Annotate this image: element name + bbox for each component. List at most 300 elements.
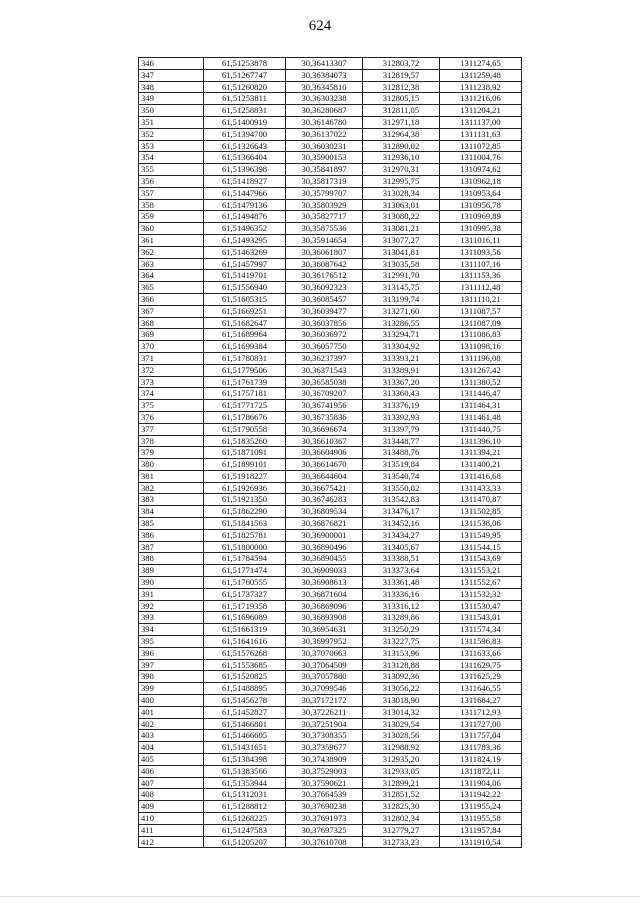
longitude-cell: 30,37251904 [286, 718, 363, 730]
latitude-cell: 61,51268225 [204, 813, 286, 825]
x-coordinate-cell: 313540,74 [363, 470, 440, 482]
longitude-cell: 30,36085457 [286, 293, 363, 305]
x-coordinate-cell: 313092,36 [363, 671, 440, 683]
y-coordinate-cell: 1311757,04 [440, 730, 522, 742]
y-coordinate-cell: 1311646,55 [440, 683, 522, 695]
table-row [139, 518, 522, 530]
table-row [139, 742, 522, 754]
point-number-cell: 402 [139, 718, 204, 730]
point-number-cell: 362 [139, 246, 204, 258]
latitude-cell: 61,51689964 [204, 329, 286, 341]
x-coordinate-cell: 313028,56 [363, 730, 440, 742]
table-row [139, 317, 522, 329]
longitude-cell: 30,37070663 [286, 647, 363, 659]
point-number-cell: 346 [139, 58, 204, 70]
x-coordinate-cell: 312812,38 [363, 81, 440, 93]
y-coordinate-cell: 1311543,69 [440, 553, 522, 565]
longitude-cell: 30,36890496 [286, 541, 363, 553]
x-coordinate-cell: 313304,92 [363, 341, 440, 353]
latitude-cell: 61,51841563 [204, 518, 286, 530]
point-number-cell: 372 [139, 364, 204, 376]
longitude-cell: 30,37610708 [286, 836, 363, 848]
x-coordinate-cell: 313289,86 [363, 612, 440, 624]
table-row [139, 813, 522, 825]
point-number-cell: 399 [139, 683, 204, 695]
latitude-cell: 61,51556940 [204, 282, 286, 294]
point-number-cell: 366 [139, 293, 204, 305]
x-coordinate-cell: 313063,01 [363, 199, 440, 211]
longitude-cell: 30,37438909 [286, 754, 363, 766]
table-row [139, 482, 522, 494]
latitude-cell: 61,51260820 [204, 81, 286, 93]
table-row [139, 777, 522, 789]
y-coordinate-cell: 1311596,83 [440, 636, 522, 648]
table-row [139, 293, 522, 305]
x-coordinate-cell: 312851,52 [363, 789, 440, 801]
latitude-cell: 61,51779506 [204, 364, 286, 376]
table-row [139, 388, 522, 400]
y-coordinate-cell: 1311712,93 [440, 706, 522, 718]
table-row [139, 447, 522, 459]
y-coordinate-cell: 1311204,21 [440, 105, 522, 117]
longitude-cell: 30,36893908 [286, 612, 363, 624]
x-coordinate-cell: 312971,18 [363, 116, 440, 128]
table-row [139, 459, 522, 471]
table-row [139, 754, 522, 766]
latitude-cell: 61,51447966 [204, 187, 286, 199]
y-coordinate-cell: 1311904,06 [440, 777, 522, 789]
latitude-cell: 61,51682647 [204, 317, 286, 329]
longitude-cell: 30,35827717 [286, 211, 363, 223]
x-coordinate-cell: 312811,05 [363, 105, 440, 117]
latitude-cell: 61,51394700 [204, 128, 286, 140]
x-coordinate-cell: 313227,75 [363, 636, 440, 648]
longitude-cell: 30,37529003 [286, 765, 363, 777]
latitude-cell: 61,51757181 [204, 388, 286, 400]
longitude-cell: 30,36092323 [286, 282, 363, 294]
point-number-cell: 355 [139, 164, 204, 176]
latitude-cell: 61,51466605 [204, 730, 286, 742]
longitude-cell: 30,36087642 [286, 258, 363, 270]
longitude-cell: 30,37590621 [286, 777, 363, 789]
point-number-cell: 410 [139, 813, 204, 825]
table-row [139, 152, 522, 164]
table-row [139, 730, 522, 742]
longitude-cell: 30,36345810 [286, 81, 363, 93]
x-coordinate-cell: 313041,81 [363, 246, 440, 258]
y-coordinate-cell: 1311098,16 [440, 341, 522, 353]
coordinates-table [138, 57, 522, 848]
y-coordinate-cell: 1311574,34 [440, 624, 522, 636]
y-coordinate-cell: 1311112,48 [440, 282, 522, 294]
point-number-cell: 368 [139, 317, 204, 329]
point-number-cell: 369 [139, 329, 204, 341]
longitude-cell: 30,36610367 [286, 435, 363, 447]
x-coordinate-cell: 313081,21 [363, 223, 440, 235]
y-coordinate-cell: 1311274,65 [440, 58, 522, 70]
table-row [139, 553, 522, 565]
latitude-cell: 61,51383566 [204, 765, 286, 777]
point-number-cell: 409 [139, 801, 204, 813]
latitude-cell: 61,51661319 [204, 624, 286, 636]
point-number-cell: 392 [139, 600, 204, 612]
y-coordinate-cell: 1311543,01 [440, 612, 522, 624]
y-coordinate-cell: 1311553,21 [440, 565, 522, 577]
latitude-cell: 61,51696089 [204, 612, 286, 624]
x-coordinate-cell: 312995,75 [363, 175, 440, 187]
y-coordinate-cell: 1311532,32 [440, 588, 522, 600]
latitude-cell: 61,51786676 [204, 411, 286, 423]
y-coordinate-cell: 1311004,76 [440, 152, 522, 164]
table-row [139, 494, 522, 506]
page-number: 624 [308, 18, 332, 34]
table-row [139, 423, 522, 435]
point-number-cell: 403 [139, 730, 204, 742]
y-coordinate-cell: 1311396,10 [440, 435, 522, 447]
table-row [139, 400, 522, 412]
longitude-cell: 30,37697325 [286, 824, 363, 836]
x-coordinate-cell: 313028,34 [363, 187, 440, 199]
latitude-cell: 61,51825781 [204, 529, 286, 541]
x-coordinate-cell: 312988,92 [363, 742, 440, 754]
table-row [139, 175, 522, 187]
x-coordinate-cell: 313434,27 [363, 529, 440, 541]
table-row [139, 659, 522, 671]
point-number-cell: 373 [139, 376, 204, 388]
point-number-cell: 385 [139, 518, 204, 530]
x-coordinate-cell: 313336,16 [363, 588, 440, 600]
point-number-cell: 371 [139, 352, 204, 364]
table-row [139, 246, 522, 258]
table-row [139, 588, 522, 600]
latitude-cell: 61,51253811 [204, 93, 286, 105]
point-number-cell: 389 [139, 565, 204, 577]
latitude-cell: 61,51205207 [204, 836, 286, 848]
table-row [139, 329, 522, 341]
table-row [139, 105, 522, 117]
longitude-cell: 30,36384073 [286, 69, 363, 81]
coordinates-table-body [139, 58, 522, 848]
point-number-cell: 384 [139, 506, 204, 518]
longitude-cell: 30,37064509 [286, 659, 363, 671]
point-number-cell: 400 [139, 695, 204, 707]
x-coordinate-cell: 312935,20 [363, 754, 440, 766]
x-coordinate-cell: 313056,22 [363, 683, 440, 695]
latitude-cell: 61,51780831 [204, 352, 286, 364]
x-coordinate-cell: 313397,79 [363, 423, 440, 435]
longitude-cell: 30,36604906 [286, 447, 363, 459]
longitude-cell: 30,35900153 [286, 152, 363, 164]
table-row [139, 765, 522, 777]
latitude-cell: 61,51400919 [204, 116, 286, 128]
y-coordinate-cell: 1311629,75 [440, 659, 522, 671]
x-coordinate-cell: 313035,58 [363, 258, 440, 270]
x-coordinate-cell: 312803,72 [363, 58, 440, 70]
longitude-cell: 30,36176512 [286, 270, 363, 282]
table-row [139, 600, 522, 612]
point-number-cell: 396 [139, 647, 204, 659]
point-number-cell: 408 [139, 789, 204, 801]
point-number-cell: 347 [139, 69, 204, 81]
latitude-cell: 61,51926936 [204, 482, 286, 494]
table-row [139, 282, 522, 294]
x-coordinate-cell: 313077,27 [363, 234, 440, 246]
longitude-cell: 30,36146780 [286, 116, 363, 128]
point-number-cell: 406 [139, 765, 204, 777]
table-row [139, 223, 522, 235]
latitude-cell: 61,51463269 [204, 246, 286, 258]
point-number-cell: 381 [139, 470, 204, 482]
x-coordinate-cell: 313145,75 [363, 282, 440, 294]
latitude-cell: 61,51466801 [204, 718, 286, 730]
x-coordinate-cell: 312964,38 [363, 128, 440, 140]
latitude-cell: 61,51452827 [204, 706, 286, 718]
longitude-cell: 30,36696674 [286, 423, 363, 435]
latitude-cell: 61,51247583 [204, 824, 286, 836]
y-coordinate-cell: 1310953,64 [440, 187, 522, 199]
latitude-cell: 61,51253878 [204, 58, 286, 70]
point-number-cell: 363 [139, 258, 204, 270]
y-coordinate-cell: 1311416,68 [440, 470, 522, 482]
latitude-cell: 61,51431651 [204, 742, 286, 754]
table-row [139, 470, 522, 482]
latitude-cell: 61,51457997 [204, 258, 286, 270]
x-coordinate-cell: 313294,71 [363, 329, 440, 341]
latitude-cell: 61,51520825 [204, 671, 286, 683]
point-number-cell: 364 [139, 270, 204, 282]
x-coordinate-cell: 312933,05 [363, 765, 440, 777]
x-coordinate-cell: 313199,74 [363, 293, 440, 305]
point-number-cell: 349 [139, 93, 204, 105]
y-coordinate-cell: 1311549,95 [440, 529, 522, 541]
y-coordinate-cell: 1311107,16 [440, 258, 522, 270]
y-coordinate-cell: 1311783,36 [440, 742, 522, 754]
table-row [139, 718, 522, 730]
y-coordinate-cell: 1311072,85 [440, 140, 522, 152]
longitude-cell: 30,37691973 [286, 813, 363, 825]
table-row [139, 435, 522, 447]
longitude-cell: 30,36303238 [286, 93, 363, 105]
point-number-cell: 383 [139, 494, 204, 506]
table-row [139, 376, 522, 388]
point-number-cell: 393 [139, 612, 204, 624]
y-coordinate-cell: 1311380,52 [440, 376, 522, 388]
table-row [139, 706, 522, 718]
latitude-cell: 61,51456278 [204, 695, 286, 707]
longitude-cell: 30,36585038 [286, 376, 363, 388]
table-row [139, 211, 522, 223]
latitude-cell: 61,51761739 [204, 376, 286, 388]
point-number-cell: 370 [139, 341, 204, 353]
longitude-cell: 30,36890455 [286, 553, 363, 565]
x-coordinate-cell: 313361,48 [363, 577, 440, 589]
x-coordinate-cell: 312991,70 [363, 270, 440, 282]
x-coordinate-cell: 313393,21 [363, 352, 440, 364]
table-row [139, 683, 522, 695]
x-coordinate-cell: 313388,51 [363, 553, 440, 565]
latitude-cell: 61,51496352 [204, 223, 286, 235]
point-number-cell: 360 [139, 223, 204, 235]
longitude-cell: 30,37690238 [286, 801, 363, 813]
point-number-cell: 358 [139, 199, 204, 211]
y-coordinate-cell: 1310995,38 [440, 223, 522, 235]
longitude-cell: 30,37172172 [286, 695, 363, 707]
longitude-cell: 30,36876821 [286, 518, 363, 530]
y-coordinate-cell: 1311016,11 [440, 234, 522, 246]
y-coordinate-cell: 1311137,00 [440, 116, 522, 128]
x-coordinate-cell: 313405,67 [363, 541, 440, 553]
table-row [139, 187, 522, 199]
y-coordinate-cell: 1311502,85 [440, 506, 522, 518]
longitude-cell: 30,36614670 [286, 459, 363, 471]
latitude-cell: 61,51396398 [204, 164, 286, 176]
y-coordinate-cell: 1311872,11 [440, 765, 522, 777]
y-coordinate-cell: 1311538,06 [440, 518, 522, 530]
table-row [139, 352, 522, 364]
point-number-cell: 382 [139, 482, 204, 494]
x-coordinate-cell: 313448,77 [363, 435, 440, 447]
table-row [139, 695, 522, 707]
latitude-cell: 61,51494876 [204, 211, 286, 223]
y-coordinate-cell: 1311955,24 [440, 801, 522, 813]
point-number-cell: 379 [139, 447, 204, 459]
table-row [139, 541, 522, 553]
longitude-cell: 30,36746283 [286, 494, 363, 506]
y-coordinate-cell: 1311216,06 [440, 93, 522, 105]
table-row [139, 258, 522, 270]
x-coordinate-cell: 312936,10 [363, 152, 440, 164]
x-coordinate-cell: 313029,54 [363, 718, 440, 730]
table-row [139, 529, 522, 541]
longitude-cell: 30,35799707 [286, 187, 363, 199]
x-coordinate-cell: 313014,32 [363, 706, 440, 718]
longitude-cell: 30,35817319 [286, 175, 363, 187]
latitude-cell: 61,51669251 [204, 305, 286, 317]
latitude-cell: 61,51479136 [204, 199, 286, 211]
table-row [139, 58, 522, 70]
y-coordinate-cell: 1311086,83 [440, 329, 522, 341]
latitude-cell: 61,51493295 [204, 234, 286, 246]
table-row [139, 671, 522, 683]
y-coordinate-cell: 1311464,31 [440, 400, 522, 412]
x-coordinate-cell: 313153,96 [363, 647, 440, 659]
table-row [139, 116, 522, 128]
latitude-cell: 61,51384398 [204, 754, 286, 766]
y-coordinate-cell: 1310962,18 [440, 175, 522, 187]
latitude-cell: 61,51605315 [204, 293, 286, 305]
x-coordinate-cell: 313550,02 [363, 482, 440, 494]
latitude-cell: 61,51699384 [204, 341, 286, 353]
latitude-cell: 61,51288812 [204, 801, 286, 813]
x-coordinate-cell: 313316,12 [363, 600, 440, 612]
y-coordinate-cell: 1311110,21 [440, 293, 522, 305]
y-coordinate-cell: 1311957,84 [440, 824, 522, 836]
table-row [139, 647, 522, 659]
latitude-cell: 61,51553685 [204, 659, 286, 671]
y-coordinate-cell: 1311955,58 [440, 813, 522, 825]
longitude-cell: 30,36036972 [286, 329, 363, 341]
longitude-cell: 30,36371543 [286, 364, 363, 376]
point-number-cell: 374 [139, 388, 204, 400]
point-number-cell: 411 [139, 824, 204, 836]
x-coordinate-cell: 313286,55 [363, 317, 440, 329]
point-number-cell: 412 [139, 836, 204, 848]
table-row [139, 411, 522, 423]
table-row [139, 305, 522, 317]
table-row [139, 341, 522, 353]
latitude-cell: 61,51737327 [204, 588, 286, 600]
point-number-cell: 356 [139, 175, 204, 187]
table-row [139, 69, 522, 81]
point-number-cell: 375 [139, 400, 204, 412]
point-number-cell: 377 [139, 423, 204, 435]
point-number-cell: 394 [139, 624, 204, 636]
latitude-cell: 61,51488895 [204, 683, 286, 695]
longitude-cell: 30,36709207 [286, 388, 363, 400]
latitude-cell: 61,51899101 [204, 459, 286, 471]
x-coordinate-cell: 313128,88 [363, 659, 440, 671]
latitude-cell: 61,51719358 [204, 600, 286, 612]
y-coordinate-cell: 1311267,42 [440, 364, 522, 376]
x-coordinate-cell: 312802,34 [363, 813, 440, 825]
longitude-cell: 30,36057750 [286, 341, 363, 353]
y-coordinate-cell: 1311633,66 [440, 647, 522, 659]
point-number-cell: 359 [139, 211, 204, 223]
table-row [139, 506, 522, 518]
x-coordinate-cell: 313367,20 [363, 376, 440, 388]
point-number-cell: 401 [139, 706, 204, 718]
y-coordinate-cell: 1311684,27 [440, 695, 522, 707]
latitude-cell: 61,51784594 [204, 553, 286, 565]
x-coordinate-cell: 313376,19 [363, 400, 440, 412]
longitude-cell: 30,36413307 [286, 58, 363, 70]
x-coordinate-cell: 313452,16 [363, 518, 440, 530]
latitude-cell: 61,51835260 [204, 435, 286, 447]
y-coordinate-cell: 1311470,87 [440, 494, 522, 506]
x-coordinate-cell: 313080,22 [363, 211, 440, 223]
y-coordinate-cell: 1311625,29 [440, 671, 522, 683]
longitude-cell: 30,36908613 [286, 577, 363, 589]
table-row [139, 93, 522, 105]
y-coordinate-cell: 1311196,08 [440, 352, 522, 364]
latitude-cell: 61,51760555 [204, 577, 286, 589]
table-row [139, 624, 522, 636]
latitude-cell: 61,51312031 [204, 789, 286, 801]
longitude-cell: 30,35841897 [286, 164, 363, 176]
point-number-cell: 407 [139, 777, 204, 789]
y-coordinate-cell: 1310956,78 [440, 199, 522, 211]
table-row [139, 824, 522, 836]
table-row [139, 636, 522, 648]
longitude-cell: 30,37359677 [286, 742, 363, 754]
y-coordinate-cell: 1311446,47 [440, 388, 522, 400]
point-number-cell: 350 [139, 105, 204, 117]
longitude-cell: 30,36869096 [286, 600, 363, 612]
point-number-cell: 391 [139, 588, 204, 600]
x-coordinate-cell: 313360,43 [363, 388, 440, 400]
point-number-cell: 354 [139, 152, 204, 164]
y-coordinate-cell: 1311461,48 [440, 411, 522, 423]
longitude-cell: 30,36030231 [286, 140, 363, 152]
point-number-cell: 348 [139, 81, 204, 93]
table-row [139, 128, 522, 140]
latitude-cell: 61,51862290 [204, 506, 286, 518]
y-coordinate-cell: 1311440,75 [440, 423, 522, 435]
y-coordinate-cell: 1311259,48 [440, 69, 522, 81]
point-number-cell: 395 [139, 636, 204, 648]
point-number-cell: 361 [139, 234, 204, 246]
table-row [139, 164, 522, 176]
